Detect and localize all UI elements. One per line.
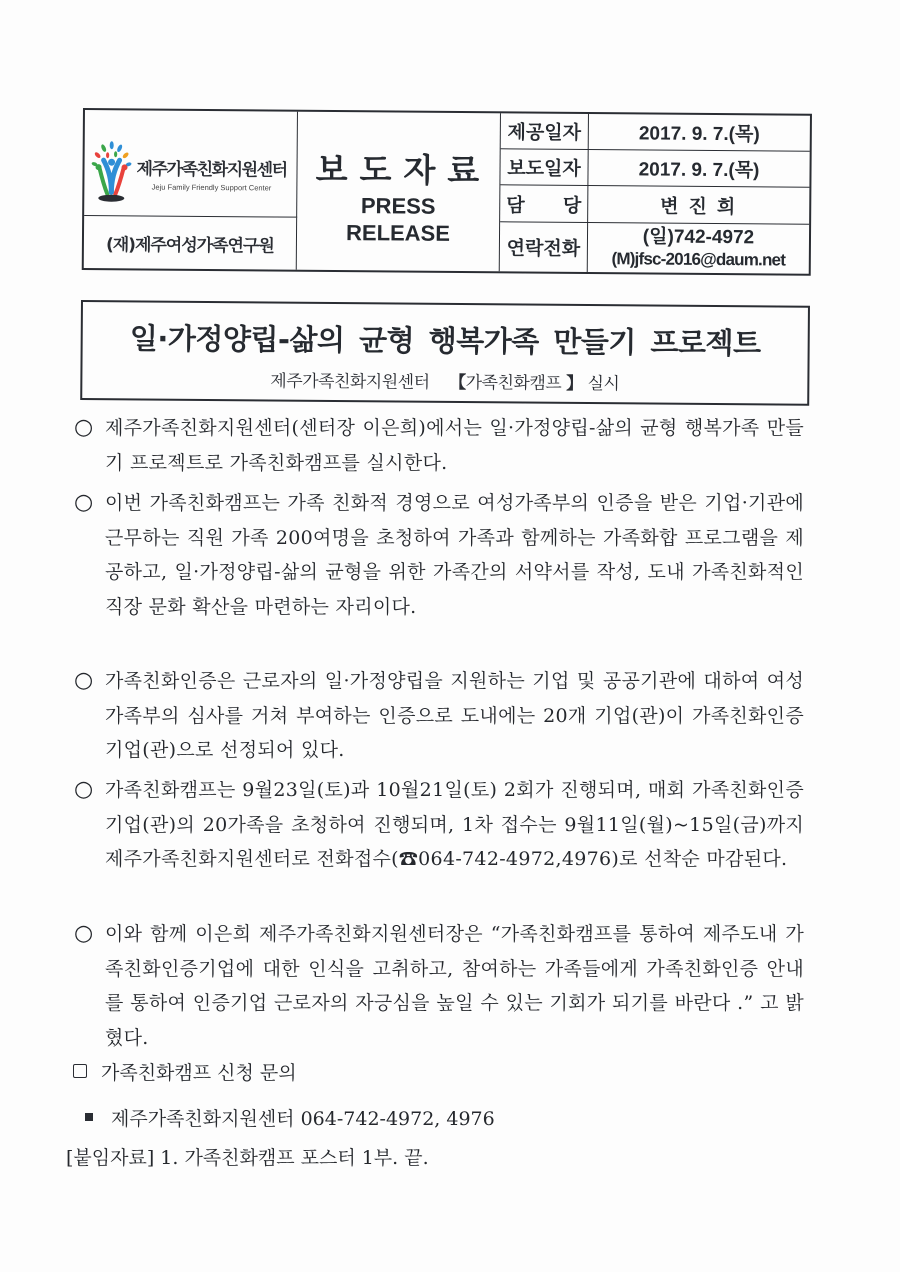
paragraph-text: 가족친화인증은 근로자의 일·가정양립을 지원하는 기업 및 공공기관에 대하여 여성가족부의 심사를 거쳐 부여하는 인증으로 도내에는 20개 기업(관)이 가족친화인증기업(관)으로 선정되어 있다. bbox=[105, 670, 804, 761]
press-release-english-line1: PRESS bbox=[360, 193, 436, 219]
headline-title: 일·가정양립-삶의 균형 행복가족 만들기 프로젝트 bbox=[129, 321, 761, 361]
info-row-contact-phone bbox=[500, 222, 809, 273]
info-row-provided-date bbox=[501, 113, 810, 151]
info-row-contact-person bbox=[500, 185, 809, 224]
circle-bullet-icon: ○ bbox=[74, 668, 94, 693]
square-bullet-icon bbox=[73, 1064, 87, 1078]
inquiry-heading-text: 가족친화캠프 신청 문의 bbox=[101, 1062, 297, 1084]
info-row-release-date bbox=[500, 149, 809, 187]
provided-date-value: 2017. 9. 7.(목) bbox=[638, 123, 760, 146]
info-label-left: 담 bbox=[506, 193, 525, 216]
family-tree-logo-icon bbox=[89, 140, 134, 204]
inquiry-contact-text: 제주가족친화지원센터 064-742-4972, 4976 bbox=[111, 1108, 495, 1130]
subtitle-close-bracket: 】 bbox=[566, 373, 583, 394]
release-date-value: 2017. 9. 7.(목) bbox=[638, 159, 760, 182]
logo-cell bbox=[84, 110, 298, 218]
paragraph-text: 이번 가족친화캠프는 가족 친화적 경영으로 여성가족부의 인증을 받은 기업·기관에 근무하는 직원 가족 200여명을 초청하여 가족과 함께하는 가족화합 프로그램을 제공하고, 일·가정양립-삶의 균형을 위한 가족간의 서약서를 작성, 도내 가족친화적인 직장 문화 확산을 마련하는 자리이다. bbox=[105, 492, 804, 618]
office-phone: (일)742-4972 bbox=[642, 225, 755, 248]
attachment-note: [붙임자료] 1. 가족친화캠프 포스터 1부. 끝. bbox=[66, 1147, 429, 1169]
press-release-header-table bbox=[82, 108, 812, 276]
contact-phone-value bbox=[588, 223, 809, 274]
info-label: 연락전화 bbox=[500, 222, 588, 272]
organization-name: (재)제주여성가족연구원 bbox=[84, 216, 297, 270]
info-label bbox=[500, 185, 588, 222]
release-info-grid bbox=[500, 113, 810, 273]
paragraph-text: 이와 함께 이은희 제주가족친화지원센터장은 “가족친화캠프를 통하여 제주도내 가족친화인증기업에 대한 인식을 고취하고, 참여하는 가족들에게 가족친화인증 안내를 통하여 인증기업 근로자의 자긍심을 높일 수 있는 기회가 되기를 바란다 .” 고 밝혔다. bbox=[105, 923, 804, 1049]
press-release-english-line2: RELEASE bbox=[345, 220, 451, 246]
logo-korean-name: 제주가족친화지원센터 bbox=[136, 158, 287, 181]
subtitle-suffix: 실시 bbox=[587, 373, 620, 395]
circle-bullet-icon: ○ bbox=[74, 921, 94, 946]
body-paragraph bbox=[74, 486, 804, 624]
info-label: 보도일자 bbox=[500, 149, 588, 185]
body-paragraph bbox=[74, 773, 804, 877]
subtitle-organizer: 제주가족친화지원센터 bbox=[270, 371, 430, 393]
info-label-right: 당 bbox=[562, 194, 582, 217]
inquiry-contact bbox=[85, 1104, 495, 1131]
body-paragraph bbox=[74, 411, 804, 480]
subtitle-open-bracket: 【 bbox=[449, 372, 466, 394]
headline-subtitle bbox=[82, 365, 807, 396]
info-label: 제공일자 bbox=[501, 113, 589, 149]
contact-person-value: 변진희 bbox=[660, 195, 746, 218]
press-release-korean: 보도자료 bbox=[315, 149, 492, 191]
center-logo bbox=[89, 140, 287, 206]
logo-english-name: Jeju Family Friendly Support Center bbox=[151, 182, 272, 192]
headline-box bbox=[80, 300, 810, 406]
press-release-label-cell bbox=[297, 112, 501, 272]
body-paragraph bbox=[74, 664, 804, 768]
inquiry-heading bbox=[73, 1058, 297, 1085]
circle-bullet-icon: ○ bbox=[74, 777, 94, 802]
body-paragraph bbox=[74, 917, 804, 1055]
circle-bullet-icon: ○ bbox=[74, 490, 94, 515]
circle-bullet-icon: ○ bbox=[74, 415, 94, 440]
paragraph-text: 제주가족친화지원센터(센터장 이은희)에서는 일·가정양립-삶의 균형 행복가족 만들기 프로젝트로 가족친화캠프를 실시한다. bbox=[105, 417, 804, 474]
subtitle-event: 가족친화캠프 bbox=[465, 373, 562, 394]
filled-square-bullet-icon bbox=[85, 1113, 93, 1121]
paragraph-text: 가족친화캠프는 9월23일(토)과 10월21일(토) 2회가 진행되며, 매회 가족친화인증기업(관)의 20가족을 초청하여 진행되며, 1차 접수는 9월11일(월)~15일(금)까지 제주가족친화지원센터로 전화접수(☎064-742-4972,4976)로 선착순 마감된다. bbox=[105, 779, 804, 870]
contact-email: (M)jfsc-2016@daum.net bbox=[611, 248, 786, 270]
